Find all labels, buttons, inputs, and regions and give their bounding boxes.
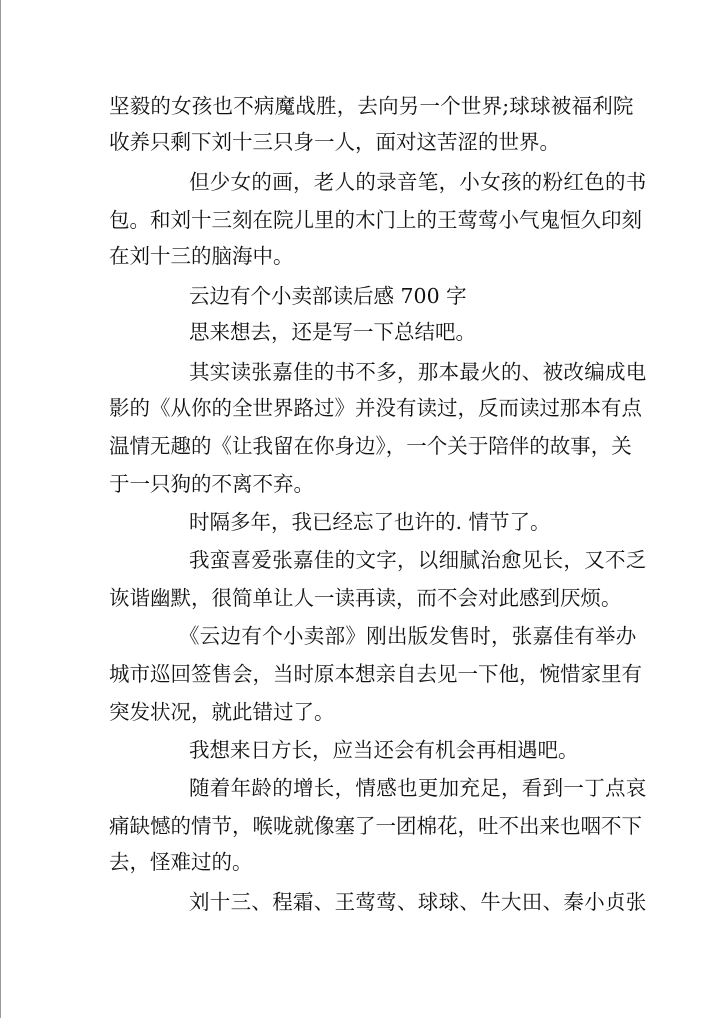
text-line-21: 去，怪难过的。: [109, 850, 253, 874]
text-line-16: 城市巡回签售会，当时原本想亲自去见一下他，惋惜家里有: [109, 662, 642, 686]
text-line-18: 我想来日方长，应当还会有机会再相遇吧。: [189, 738, 579, 762]
text-line-7: 思来想去，还是写一下总结吧。: [189, 320, 476, 344]
text-line-19: 随着年龄的增长，情感也更加充足，看到一丁点哀: [189, 776, 647, 800]
text-line-6-heading: 云边有个小卖部读后感 700 字: [189, 284, 467, 308]
text-line-17: 突发状况，就此错过了。: [109, 700, 335, 724]
text-line-15: 《云边有个小卖部》刚出版发售时，张嘉佳有举办: [179, 624, 637, 648]
text-line-13: 我蛮喜爱张嘉佳的文字，以细腻治愈见长，又不乏: [189, 548, 647, 572]
text-line-11: 于一只狗的不离不弃。: [109, 472, 314, 496]
text-line-10: 温情无趣的《让我留在你身边》，一个关于陪伴的故事，关: [109, 434, 632, 458]
text-line-3: 但少女的画，老人的录音笔，小女孩的粉红色的书: [189, 170, 647, 194]
text-line-9: 影的《从你的全世界路过》并没有读过，反而读过那本有点: [109, 396, 642, 420]
text-line-8: 其实读张嘉佳的书不多，那本最火的、被改编成电: [189, 360, 647, 384]
text-line-2: 收养只剩下刘十三只身一人，面对这苦涩的世界。: [109, 130, 560, 154]
text-line-5: 在刘十三的脑海中。: [109, 244, 294, 268]
text-line-12: 时隔多年，我已经忘了也许的. 情节了。: [189, 510, 551, 534]
text-line-4: 包。和刘十三刻在院儿里的木门上的王莺莺小气鬼恒久印刻: [109, 208, 642, 232]
text-line-22: 刘十三、程霜、王莺莺、球球、牛大田、秦小贞张: [189, 890, 647, 914]
text-line-1: 坚毅的女孩也不病魔战胜，去向另一个世界;球球被福利院: [109, 94, 634, 118]
text-line-20: 痛缺憾的情节，喉咙就像塞了一团棉花，吐不出来也咽不下: [109, 814, 642, 838]
text-line-14: 诙谐幽默，很简单让人一读再读，而不会对此感到厌烦。: [109, 586, 622, 610]
